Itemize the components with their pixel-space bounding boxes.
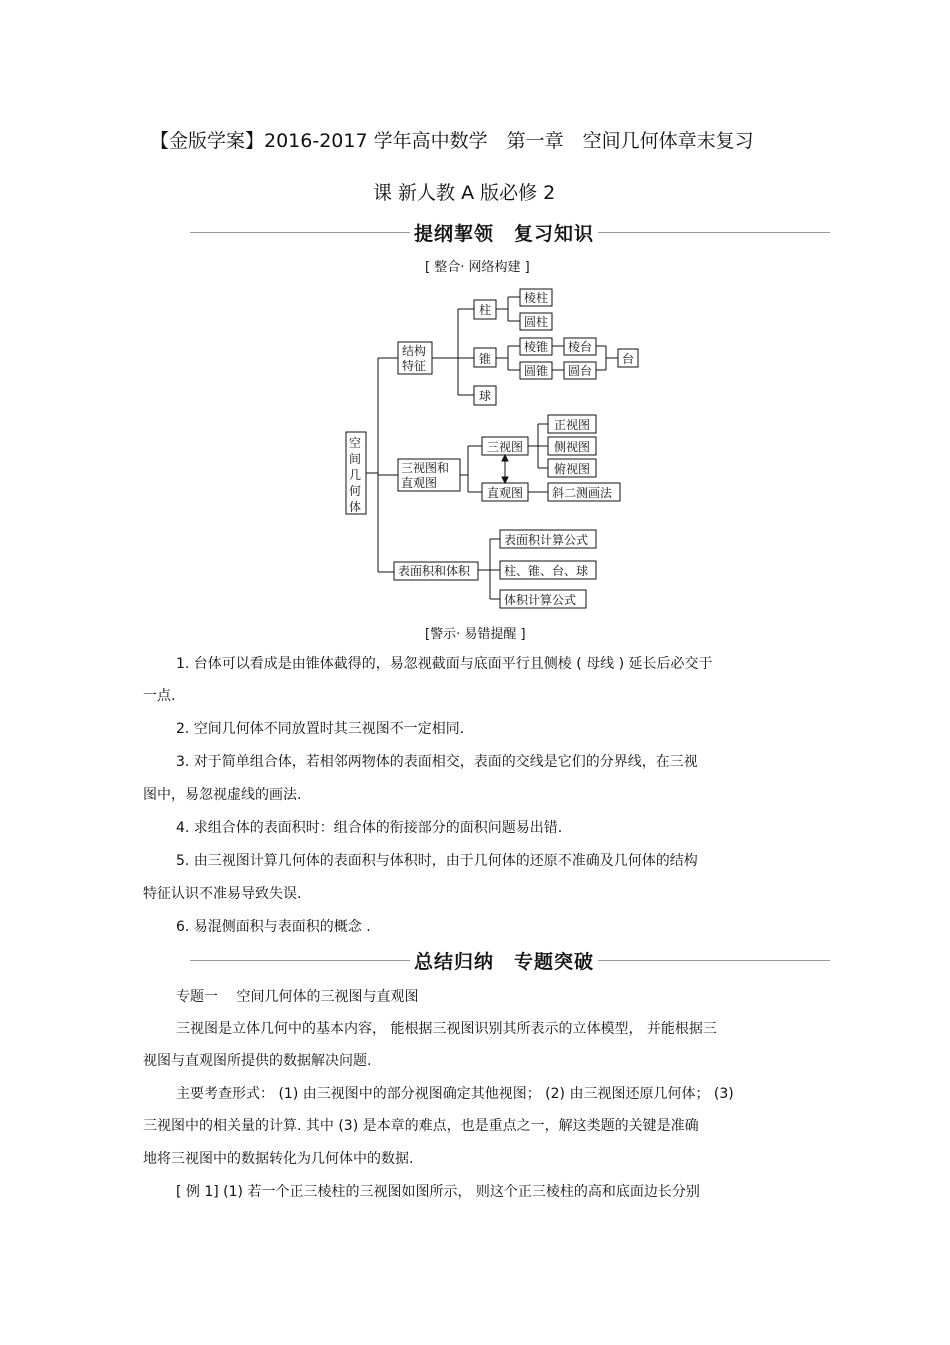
example-line: [ 例 1] (1) 若一个正三棱柱的三视图如图所示， 则这个正三棱柱的高和底面边长分别 <box>176 1184 700 1200</box>
paragraph-line: 地将三视图中的数据转化为几何体中的数据. <box>143 1151 414 1167</box>
warning-5-cont: 特征认识不准易导致失误. <box>143 886 302 902</box>
paragraph-line: 三视图中的相关量的计算. 其中 (3) 是本章的难点，也是重点之一，解这类题的关键是准确 <box>143 1118 699 1134</box>
root-label-5: 体 <box>349 500 362 514</box>
solids-label: 柱、锥、台、球 <box>504 564 589 578</box>
zhengshitu-label: 正视图 <box>554 418 591 432</box>
tai-label: 台 <box>622 352 635 366</box>
ceshitu-label: 侧视图 <box>554 440 591 454</box>
section-banner: 提纲挈领 复习知识 <box>410 219 598 246</box>
document-title-line2: 课 新人教 A 版必修 2 <box>373 182 556 204</box>
root-label-1: 空 <box>349 436 362 450</box>
warning-6: 6. 易混侧面积与表面积的概念 . <box>176 919 371 935</box>
views-label-2: 直观图 <box>401 476 438 490</box>
paragraph-line: 视图与直观图所提供的数据解决问题. <box>143 1053 372 1069</box>
fushitu-label: 俯视图 <box>554 462 591 476</box>
lengtai-label: 棱台 <box>568 340 593 354</box>
zhui-label: 锥 <box>479 352 492 366</box>
qiu-label: 球 <box>479 389 492 403</box>
yuanzhui-label: 圆锥 <box>524 364 549 378</box>
xieerce-label: 斜二测画法 <box>552 486 613 500</box>
warning-4: 4. 求组合体的表面积时：组合体的衔接部分的面积问题易出错. <box>176 820 563 836</box>
structure-label-2: 特征 <box>402 359 427 373</box>
yuantai-label: 圆台 <box>568 364 593 378</box>
topic-title: 专题一 空间几何体的三视图与直观图 <box>176 989 419 1005</box>
area-branch-label: 表面积和体积 <box>398 564 471 578</box>
sanshitu-label: 三视图 <box>487 440 524 454</box>
section-banner: 总结归纳 专题突破 <box>410 947 598 974</box>
area-formula-label: 表面积计算公式 <box>504 533 589 547</box>
structure-label-1: 结构 <box>402 344 427 358</box>
paragraph-line: 三视图是立体几何中的基本内容， 能根据三视图识别其所表示的立体模型， 并能根据三 <box>176 1021 717 1037</box>
subheading-warnings: [警示· 易错提醒 ] <box>425 627 526 642</box>
paragraph-line: 主要考查形式： (1) 由三视图中的部分视图确定其他视图； (2) 由三视图还原几何体； (3) <box>176 1086 734 1102</box>
lengzhu-label: 棱柱 <box>524 291 549 305</box>
warning-3-cont: 图中，易忽视虚线的画法. <box>143 787 302 803</box>
warning-5: 5. 由三视图计算几何体的表面积与体积时，由于几何体的还原不准确及几何体的结构 <box>176 853 698 869</box>
warning-3: 3. 对于简单组合体，若相邻两物体的表面相交，表面的交线是它们的分界线，在三视 <box>176 754 698 770</box>
volume-formula-label: 体积计算公式 <box>504 593 577 607</box>
yuanzhu-label: 圆柱 <box>524 315 549 329</box>
views-label-1: 三视图和 <box>401 461 450 475</box>
zhu-label: 柱 <box>479 303 492 317</box>
warning-1-cont: 一点. <box>143 688 176 704</box>
lengzhui-label: 棱锥 <box>524 340 549 354</box>
document-title-line1: 【金版学案】2016-2017 学年高中数学 第一章 空间几何体章末复习 <box>150 130 754 152</box>
subheading-network: [ 整合· 网络构建 ] <box>425 260 530 275</box>
root-label-2: 间 <box>349 452 362 466</box>
zhiguantu-label: 直观图 <box>487 486 524 500</box>
warning-2: 2. 空间几何体不同放置时其三视图不一定相同. <box>176 721 465 737</box>
root-label-4: 何 <box>349 484 362 498</box>
warning-1: 1. 台体可以看成是由锥体截得的，易忽视截面与底面平行且侧棱 ( 母线 ) 延长后必交于 <box>176 656 713 672</box>
root-label-3: 几 <box>349 468 362 482</box>
knowledge-network-diagram <box>330 285 660 615</box>
